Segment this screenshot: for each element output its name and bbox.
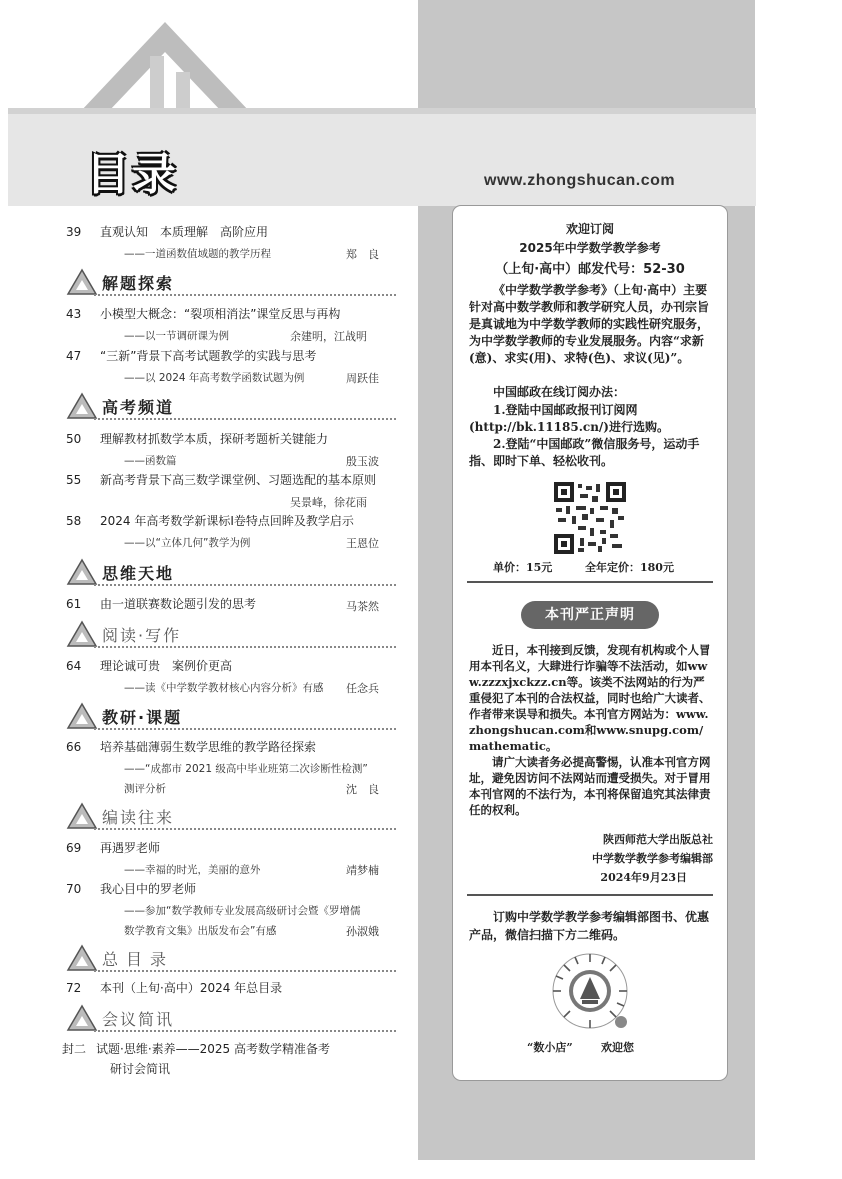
section-title: 教研·课题 [102, 708, 183, 727]
triangle-ruler-icon [66, 268, 98, 296]
section-divider [94, 1030, 396, 1032]
toc-entry[interactable] [66, 226, 268, 238]
section-header-yuedu [66, 620, 396, 648]
toc-title: 直观认知 本质理解 高阶应用 [100, 225, 269, 239]
page-title: 目录 [86, 149, 178, 200]
toc-title: 试题·思维·素养——2025 高考数学精准备考 [96, 1042, 330, 1056]
toc-author: 余建明，江战明 [290, 330, 367, 343]
toc-title: 理解教材抓数学本质，探研考题析关键能力 [100, 432, 329, 446]
order-text: 订购中学数学教学参考编辑部图书、优惠产品，微信扫描下方二维码。 [469, 910, 710, 942]
section-divider [94, 418, 396, 420]
toc-entry[interactable] [66, 350, 316, 362]
toc-author: 周跃佳 [346, 372, 379, 385]
toc-title: “三新”背景下高考试题教学的实践与思考 [100, 349, 317, 363]
shop-welcome: 欢迎您 [601, 1041, 634, 1054]
toc-entry[interactable] [62, 1043, 330, 1055]
toc-entry[interactable] [66, 433, 328, 445]
triangle-ruler-icon [66, 944, 98, 972]
divider [467, 581, 713, 583]
section-title: 会议简讯 [102, 1010, 175, 1029]
notice-title-badge [521, 601, 659, 629]
section-header-jieti [66, 268, 396, 296]
toc-subtitle: ——以一节调研课为例 [124, 330, 229, 342]
toc-subtitle: ——幸福的时光，美丽的意外 [124, 864, 261, 876]
shop-name: “数小店” [527, 1041, 573, 1054]
subscribe-method2: 2.登陆“中国邮政”微信服务号，运动手指、即时下单、轻松收刊。 [469, 437, 700, 468]
triangle-ruler-icon [66, 802, 98, 830]
toc-author: 殷玉波 [346, 455, 379, 468]
mini-program-code-icon[interactable] [551, 952, 629, 1030]
toc-page: 64 [66, 659, 82, 673]
toc-page: 72 [66, 981, 82, 995]
toc-subtitle: ——以 2024 年高考数学函数试题为例 [124, 372, 305, 384]
toc-subtitle: ——函数篇 [124, 455, 177, 467]
subscription-panel [452, 205, 728, 1081]
toc-entry[interactable] [66, 741, 316, 753]
section-header-jiaoyan [66, 702, 396, 730]
toc-subtitle: ——一道函数值域题的教学历程 [124, 248, 271, 260]
toc-subtitle-cont: 测评分析 [124, 783, 166, 795]
toc-subtitle: ——参加“数学教师专业发展高级研讨会暨《罗增儒 [124, 905, 361, 917]
subscribe-line2: 2025年中学数学教学参考 [519, 241, 661, 255]
section-divider [94, 646, 396, 648]
toc-page: 50 [66, 432, 82, 446]
divider [467, 894, 713, 896]
toc-author: 王恩位 [346, 537, 379, 550]
qr-code-icon[interactable] [554, 482, 626, 554]
triangle-ruler-icon [66, 558, 98, 586]
section-divider [94, 294, 396, 296]
toc-entry[interactable] [66, 842, 160, 854]
toc-subtitle: ——“成都市 2021 级高中毕业班第二次诊断性检测” [124, 763, 368, 775]
triangle-ruler-icon [66, 620, 98, 648]
section-divider [94, 728, 396, 730]
section-header-gaokao [66, 392, 396, 420]
toc-page: 39 [66, 225, 82, 239]
toc-entry[interactable] [66, 982, 282, 994]
notice-org1: 陕西师范大学出版总社 [603, 833, 713, 846]
notice-title: 本刊严正声明 [545, 607, 635, 623]
header-band-strip [8, 108, 756, 114]
toc-title: 培养基础薄弱生数学思维的教学路径探索 [100, 740, 317, 754]
notice-org2: 中学数学教学参考编辑部 [592, 852, 713, 865]
toc-author: 任念兵 [346, 682, 379, 695]
toc-author: 郑 良 [346, 248, 379, 261]
toc-subtitle: ——以“立体几何”教学为例 [124, 537, 251, 549]
toc-entry[interactable] [66, 660, 232, 672]
toc-author: 靖梦楠 [346, 864, 379, 877]
section-title: 总目录 [102, 950, 175, 969]
website-url[interactable]: www.zhongshucan.com [484, 172, 676, 189]
toc-author: 马茶然 [346, 600, 379, 613]
toc-page: 封二 [62, 1042, 87, 1056]
section-header-zongmulu [66, 944, 396, 972]
annual-price: 全年定价：180元 [585, 561, 674, 574]
toc-subtitle: ——读《中学数学教材核心内容分析》有感 [124, 682, 324, 694]
toc-author: 孙淑娥 [346, 925, 379, 938]
subscribe-line3: （上旬·高中）邮发代号：52-30 [495, 262, 685, 277]
toc-title: 2024 年高考数学新课标Ⅰ卷特点回眸及教学启示 [100, 514, 354, 528]
subscribe-intro: 《中学数学教学参考》（上旬·高中）主要针对高中数学教师和教学研究人员，办刊宗旨是真诚地为中学数学教师的实践性研究服务，为中学数学教师的专业发展服务。内容“求新(意)、求实(用)、求特(色)、求议(见)”。 [469, 283, 710, 365]
toc-page: 66 [66, 740, 82, 754]
toc-page: 58 [66, 514, 82, 528]
toc-entry[interactable] [66, 515, 354, 527]
toc-author: 吴景峰，徐花雨 [290, 496, 367, 509]
unit-price: 单价：15元 [493, 561, 553, 574]
roof-decoration [80, 20, 250, 112]
toc-title: 由一道联赛数论题引发的思考 [100, 597, 257, 611]
notice-body2: 请广大读者务必提高警惕，认准本刊官方网址，避免因访问不法网站而遭受损失。对于冒用本刊官网的不法行为，本刊将保留追究其法律责任的权利。 [469, 755, 711, 817]
section-divider [94, 828, 396, 830]
toc-title-cont: 研讨会简讯 [110, 1062, 171, 1076]
toc-title: 本刊（上旬·高中）2024 年总目录 [100, 981, 283, 995]
triangle-ruler-icon [66, 1004, 98, 1032]
toc-entry[interactable] [66, 883, 196, 895]
toc-entry[interactable] [66, 598, 256, 610]
section-header-huiyi [66, 1004, 396, 1032]
subscribe-method-title: 中国邮政在线订阅办法： [493, 385, 626, 399]
notice-body1: 近日，本刊接到反馈，发现有机构或个人冒用本刊名义，大肆进行诈骗等不法活动，如www.zzzxjxckzz.cn等。该类不法网站的行为严重侵犯了本刊的合法权益，同时也给广大读者、作者带来误导和损失。本刊官方网站为：www.zhongshucan.com和www.snupg.com/mathematic。 [469, 643, 711, 753]
notice-date: 2024年9月23日 [600, 871, 687, 884]
section-header-biandu [66, 802, 396, 830]
triangle-ruler-icon [66, 702, 98, 730]
toc-page: 47 [66, 349, 82, 363]
toc-page: 70 [66, 882, 82, 896]
toc-title: 理论诚可贵 案例价更高 [100, 659, 233, 673]
toc-author: 沈 良 [346, 783, 379, 796]
section-title: 高考频道 [102, 398, 175, 417]
toc-title: 新高考背景下高三数学课堂例、习题选配的基本原则 [100, 473, 377, 487]
section-divider [94, 970, 396, 972]
section-header-siwei [66, 558, 396, 586]
toc-page: 43 [66, 307, 82, 321]
subscribe-line1: 欢迎订阅 [565, 222, 614, 236]
toc-entry[interactable] [66, 474, 376, 486]
toc-page: 61 [66, 597, 82, 611]
triangle-ruler-icon [66, 392, 98, 420]
toc-entry[interactable] [66, 308, 340, 320]
toc-title: 小模型大概念：“裂项相消法”课堂反思与再构 [100, 307, 341, 321]
toc-subtitle-cont: 数学教育文集》出版发布会”有感 [124, 925, 277, 937]
toc-title: 我心目中的罗老师 [100, 882, 197, 896]
section-title: 思维天地 [102, 564, 175, 583]
section-divider [94, 584, 396, 586]
toc-page: 69 [66, 841, 82, 855]
section-title: 编读往来 [102, 808, 175, 827]
toc-title: 再遇罗老师 [100, 841, 161, 855]
section-title: 解题探索 [102, 274, 175, 293]
subscribe-method1[interactable]: 1.登陆中国邮政报刊订阅网(http://bk.11185.cn/)进行选购。 [469, 403, 669, 434]
section-title: 阅读·写作 [102, 626, 182, 645]
toc-page: 55 [66, 473, 82, 487]
